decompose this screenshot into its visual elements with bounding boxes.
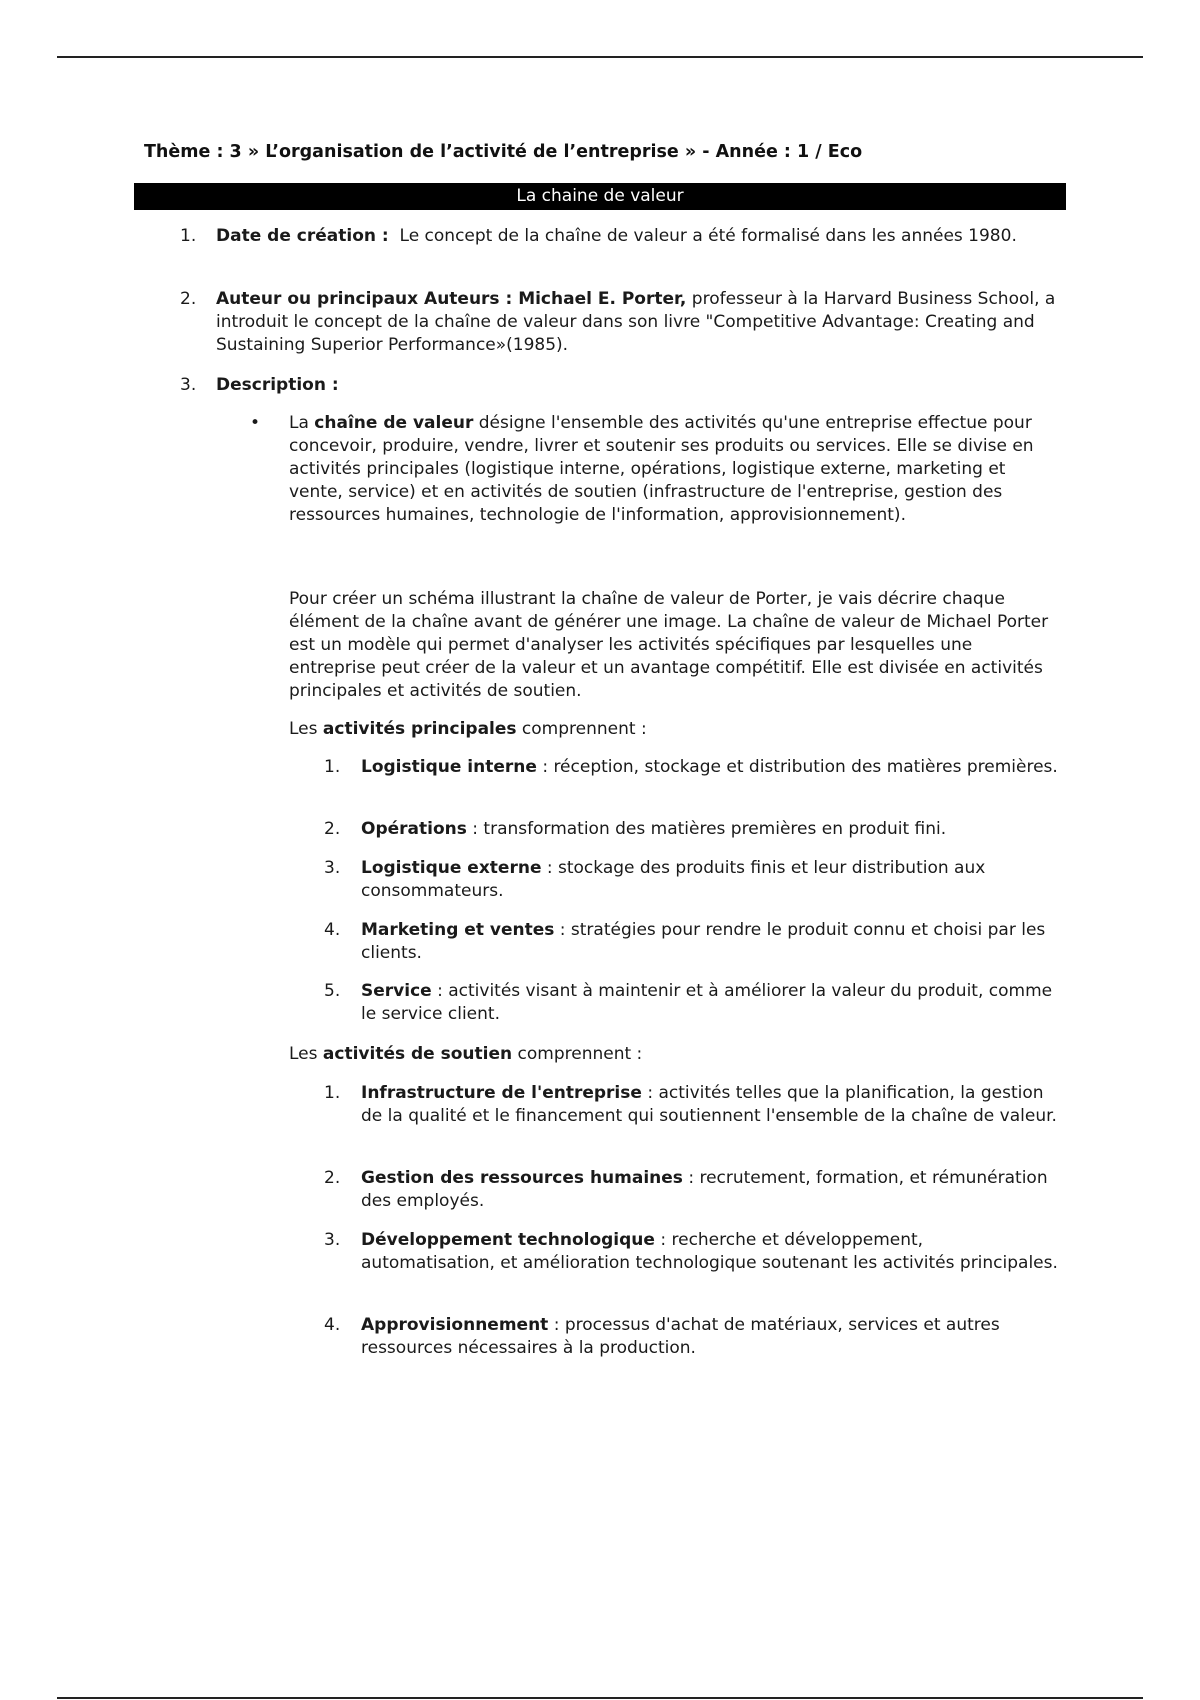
item-label: Gestion des ressources humaines [361, 1168, 683, 1188]
item-label: Infrastructure de l'entreprise [361, 1083, 642, 1103]
item-body [361, 818, 1061, 841]
item-text: : activités telles que la planification, la gestion de la qualité et le financement qui soutiennent l'ensemble de la chaîne de valeur. [361, 1083, 1057, 1126]
definition-term: chaîne de valeur [314, 413, 474, 433]
bullet-icon: • [250, 413, 261, 433]
item-label: Marketing et ventes [361, 920, 555, 940]
item-number: 4. [324, 920, 341, 940]
item-label: Opérations [361, 819, 467, 839]
item-number: 1. [324, 757, 341, 777]
item-label: Logistique interne [361, 757, 537, 777]
item-body [361, 1229, 1061, 1275]
item-body [216, 288, 1060, 357]
definition-text: désigne l'ensemble des activités qu'une entreprise effectue pour concevoir, produire, vendre, livrer et soutenir ses produits ou services. Elle se divise en activités principales (logistique interne, opérations, logistique externe, marketing et vente, service) et en activités de soutien (infrastructure de l'entreprise, gestion des ressources humaines, technologie de l'information, approvisionnement). [289, 413, 1034, 525]
item-text: : recrutement, formation, et rémunération des employés. [361, 1168, 1048, 1211]
item-label: Description : [216, 375, 339, 395]
item-body [361, 980, 1061, 1026]
principales-intro [289, 718, 1059, 741]
item-body [216, 374, 1060, 397]
item-number: 2. [324, 1168, 341, 1188]
item-body [361, 857, 1061, 903]
item-number: 1. [324, 1083, 341, 1103]
section-banner: La chaine de valeur [134, 183, 1066, 210]
intro-term: activités de soutien [322, 1044, 513, 1064]
top-rule [57, 56, 1143, 58]
intro-prefix: Les [289, 1044, 318, 1064]
item-label: Service [361, 981, 432, 1001]
item-body [361, 756, 1061, 779]
item-text: professeur à la Harvard Business School, a introduit le concept de la chaîne de valeur dans son livre "Competitive Advantage: Creating and Sustaining Superior Performance»(1985). [216, 289, 1056, 355]
item-number: 2. [324, 819, 341, 839]
item-number: 4. [324, 1315, 341, 1335]
item-label: Auteur ou principaux Auteurs : Michael E. Porter, [216, 289, 687, 309]
item-text: : processus d'achat de matériaux, services et autres ressources nécessaires à la production. [361, 1315, 1000, 1358]
item-body [361, 1314, 1061, 1360]
item-label: Développement technologique [361, 1230, 655, 1250]
item-body [361, 1167, 1061, 1213]
item-label: Date de création : [216, 226, 389, 246]
item-text: : activités visant à maintenir et à améliorer la valeur du produit, comme le service client. [361, 981, 1053, 1024]
item-text: : stratégies pour rendre le produit connu et choisi par les clients. [361, 920, 1046, 963]
item-text: : stockage des produits finis et leur distribution aux consommateurs. [361, 858, 986, 901]
item-text: : transformation des matières premières en produit fini. [472, 819, 947, 839]
item-body [361, 919, 1061, 965]
item-number: 5. [324, 981, 341, 1001]
intro-prefix: Les [289, 719, 318, 739]
soutien-intro [289, 1043, 1059, 1066]
item-body [216, 225, 1060, 248]
item-number: 2. [180, 289, 197, 309]
intro-term: activités principales [322, 719, 517, 739]
item-label: Approvisionnement [361, 1315, 549, 1335]
item-number: 3. [324, 1230, 341, 1250]
definition-paragraph [289, 412, 1059, 527]
item-number: 3. [324, 858, 341, 878]
item-number: 3. [180, 375, 197, 395]
item-label: Logistique externe [361, 858, 542, 878]
theme-heading: Thème : 3 » L’organisation de l’activité de l’entreprise » - Année : 1 / Eco [144, 142, 863, 162]
schema-paragraph: Pour créer un schéma illustrant la chaîne de valeur de Porter, je vais décrire chaque élément de la chaîne avant de générer une image. La chaîne de valeur de Michael Porter est un modèle qui permet d'analyser les activités spécifiques par lesquelles une entreprise peut créer de la valeur et un avantage compétitif. Elle est divisée en activités principales et activités de soutien. [289, 589, 1049, 701]
item-body [361, 1082, 1061, 1128]
bottom-rule [57, 1697, 1143, 1699]
item-text: : recherche et développement, automatisation, et amélioration technologique soutenant les activités principales. [361, 1230, 1058, 1273]
item-number: 1. [180, 226, 197, 246]
intro-suffix: comprennent : [521, 719, 647, 739]
intro-suffix: comprennent : [517, 1044, 643, 1064]
definition-prefix: La [289, 413, 309, 433]
item-text: Le concept de la chaîne de valeur a été formalisé dans les années 1980. [399, 226, 1017, 246]
item-text: : réception, stockage et distribution des matières premières. [542, 757, 1058, 777]
